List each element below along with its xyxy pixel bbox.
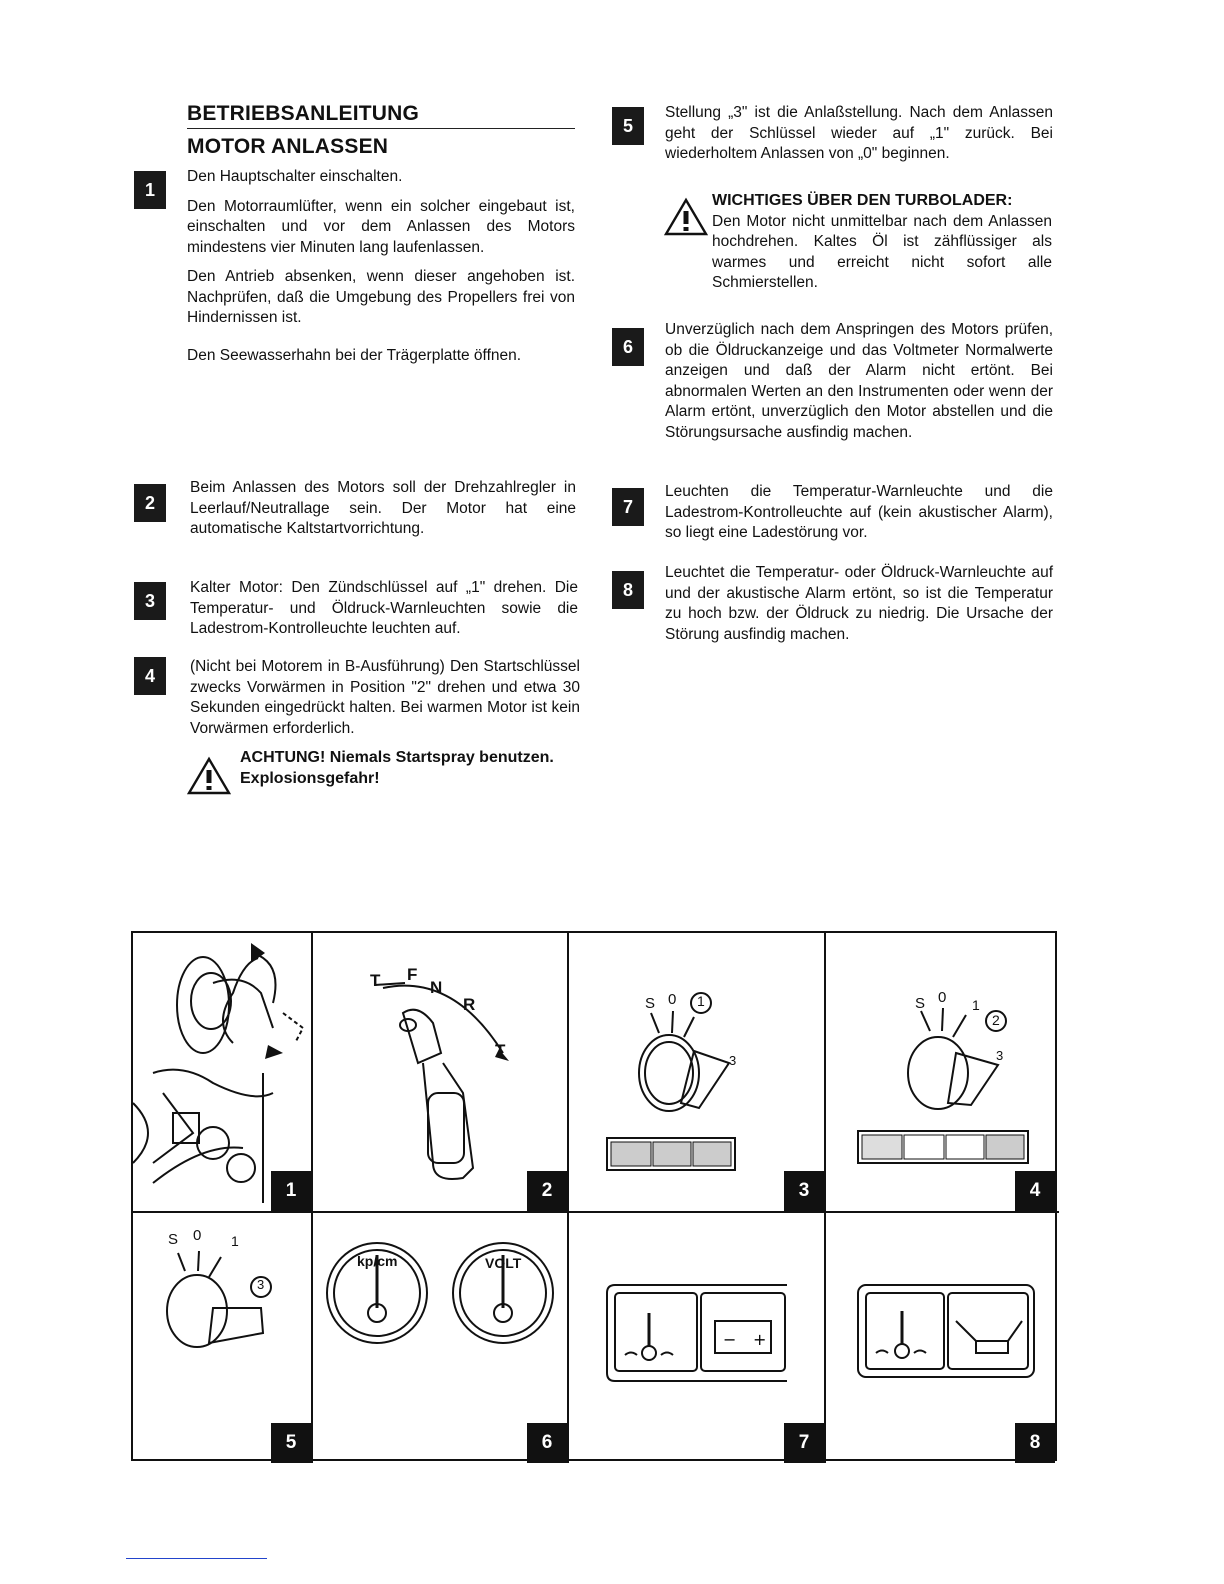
key-label-0: 0 [193, 1227, 202, 1244]
figure-badge-1: 1 [271, 1171, 311, 1211]
step-1-paragraph: Den Antrieb absenken, wenn dieser angehoben ist. Nachprüfen, daß die Umgebung des Propellers frei von Hindernissen ist. [187, 268, 575, 326]
step-7-text: Leuchten die Temperatur-Warnleuchte und die Ladestrom-Kontrolleuchte auf (kein akustischer Alarm), so liegt eine Ladestörung vor. [665, 483, 1053, 541]
figure-5 [133, 1213, 311, 1463]
ignition-key-preheat-illustration [826, 933, 1059, 1211]
step-badge-6: 6 [612, 328, 644, 366]
key-label-2: 2 [992, 1012, 1000, 1028]
volt-gauge-label: VOLT [485, 1255, 522, 1271]
key-label-3: 3 [996, 1048, 1004, 1063]
figure-grid [131, 931, 1057, 1461]
lever-label-t2: T [495, 1041, 506, 1060]
step-3-text: Kalter Motor: Den Zündschlüssel auf „1" drehen. Die Temperatur- und Öldruck-Warnleuchten sowie die Ladestrom-Kontrolleuchte leuchten auf. [190, 579, 578, 637]
warning-right-text: Den Motor nicht unmittelbar nach dem Anlassen hochdrehen. Kaltes Öl ist zähflüssiger als warmes und erreicht nicht sofort alle Schmierstellen. [712, 212, 1052, 291]
step-badge-1: 1 [134, 171, 166, 209]
step-badge-5: 5 [612, 107, 644, 145]
step-6-text: Unverzüglich nach dem Anspringen des Motors prüfen, ob die Öldruckanzeige und das Voltmeter Normalwerte anzeigen und daß der Alarm nicht ertönt. Bei abnormalen Werten an den Instrumenten oder wenn der Alarm ertönt, unverzüglich den Motor abstellen und die Störungsursache ausfindig machen. [665, 321, 1053, 441]
section-title: MOTOR ANLASSEN [187, 135, 389, 158]
step-badge-3: 3 [134, 582, 166, 620]
step-badge-7: 7 [612, 488, 644, 526]
step-1-paragraph: Den Motorraumlüfter, wenn ein solcher eingebaut ist, einschalten und vor dem Anlassen des Motors mindestens vier Minuten lang laufenlassen. [187, 197, 575, 256]
key-label-s: S [915, 995, 926, 1012]
svg-text:−: − [723, 1330, 737, 1349]
step-1-paragraph: Den Seewasserhahn bei der Trägerplatte öffnen. [187, 346, 522, 364]
key-label-s: S [645, 995, 656, 1012]
figure-1 [133, 933, 311, 1211]
figure-3 [569, 933, 824, 1211]
lever-label-r: R [463, 995, 476, 1014]
step-badge-8: 8 [612, 571, 644, 609]
step-5-text: Stellung „3" ist die Anlaßstellung. Nach dem Anlassen geht der Schlüssel wieder auf „1" zurück. Bei wiederholtem Anlassen von „0" beginnen. [665, 104, 1053, 162]
step-1-text [187, 167, 575, 366]
step-2-text: Beim Anlassen des Motors soll der Drehzahlregler in Leerlauf/Neutrallage sein. Der Motor hat eine automatische Kaltstartvorrichtung. [190, 479, 576, 537]
step-4-text: (Nicht bei Motorem in B-Ausführung) Den Startschlüssel zwecks Vorwärmen in Position "2" drehen und etwa 30 Sekunden eingedrückt halten. Bei warmen Motor ist kein Vorwärmen erforderlich. [190, 658, 580, 737]
figure-4 [826, 933, 1059, 1211]
lever-label-t1: T [370, 971, 381, 990]
step-1-paragraph: Den Hauptschalter einschalten. [187, 168, 403, 185]
key-label-1: 1 [231, 1233, 239, 1249]
engine-room-illustration [133, 933, 311, 1211]
lever-label-n: N [430, 978, 443, 997]
figure-badge-6: 6 [527, 1423, 567, 1463]
figure-badge-3: 3 [784, 1171, 824, 1211]
page-title: BETRIEBSANLEITUNG [187, 102, 420, 125]
figure-badge-5: 5 [271, 1423, 311, 1463]
figure-8 [826, 1213, 1059, 1463]
ignition-key-illustration [569, 933, 824, 1211]
figure-badge-2: 2 [527, 1171, 567, 1211]
warning-right-title: WICHTIGES ÜBER DEN TURBOLADER: [712, 192, 1013, 209]
step-badge-2: 2 [134, 484, 166, 522]
throttle-lever-illustration [313, 933, 567, 1211]
figure-badge-8: 8 [1015, 1423, 1055, 1463]
figure-2 [313, 933, 567, 1211]
figure-badge-4: 4 [1015, 1171, 1055, 1211]
step-8-text: Leuchtet die Temperatur- oder Öldruck-Warnleuchte auf und der akustische Alarm ertönt, so ist die Temperatur zu hoch bzw. der Öldruck zu niedrig. Die Ursache der Störung ausfindig machen. [665, 564, 1053, 643]
warning-icon [664, 198, 708, 236]
warning-left-line2: Explosionsgefahr! [240, 769, 380, 787]
key-label-3: 3 [729, 1053, 737, 1068]
key-label-1: 1 [697, 993, 705, 1009]
title-rule [187, 128, 575, 129]
step-badge-4: 4 [134, 657, 166, 695]
lever-label-f: F [407, 965, 418, 984]
figure-badge-7: 7 [784, 1423, 824, 1463]
warning-left-line1: ACHTUNG! Niemals Startspray benutzen. [240, 749, 554, 766]
figure-7 [569, 1213, 824, 1463]
warning-left-text [240, 748, 585, 789]
key-label-s: S [168, 1231, 179, 1248]
warning-icon [187, 757, 231, 795]
key-label-0: 0 [938, 989, 947, 1006]
key-label-3: 3 [257, 1277, 265, 1292]
footnote-rule [126, 1558, 267, 1559]
figure-6 [313, 1213, 567, 1463]
key-label-0: 0 [668, 991, 677, 1008]
oil-gauge-label: kp/cm [357, 1253, 398, 1269]
key-label-1: 1 [972, 997, 980, 1013]
svg-text:+: + [753, 1330, 767, 1349]
warning-right-block [712, 191, 1052, 294]
